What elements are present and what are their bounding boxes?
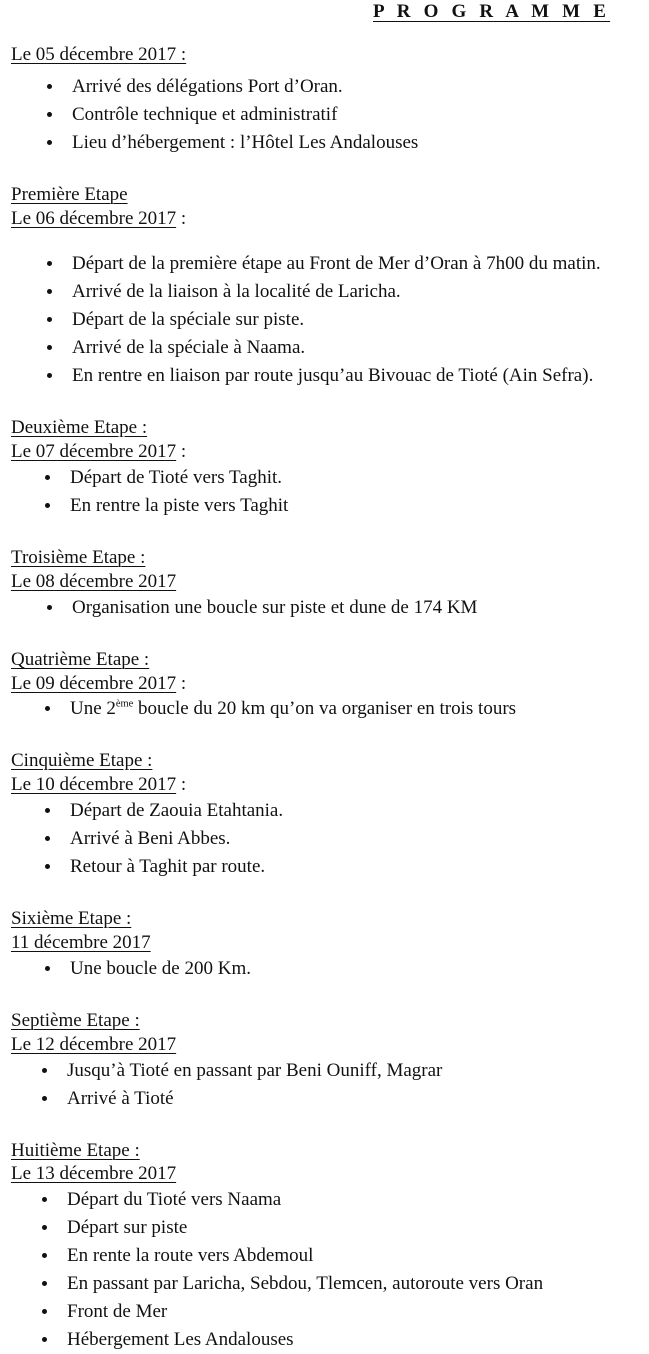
list-item — [11, 695, 649, 723]
bullet-list — [11, 594, 649, 622]
section-etape-1 — [0, 183, 649, 390]
list-item-text: Départ de la spéciale sur piste. — [72, 309, 305, 331]
section-date — [11, 570, 649, 594]
section-heading-text: Troisième Etape : — [11, 546, 146, 568]
list-item-text: Arrivé des délégations Port d’Oran. — [72, 75, 343, 97]
section-date-text: Le 09 décembre 2017 — [11, 672, 177, 694]
list-item — [11, 1242, 649, 1270]
section-date — [11, 207, 649, 231]
list-item-text: Une boucle de 200 Km. — [70, 957, 251, 979]
list-item-text: En rente la route vers Abdemoul — [67, 1245, 314, 1267]
list-item-text-suffix: boucle du 20 km qu’on va organiser en trois tours — [133, 698, 517, 720]
list-item — [11, 334, 649, 362]
list-item-text: Hébergement Les Andalouses — [67, 1329, 294, 1351]
list-item — [11, 129, 649, 157]
list-item — [11, 306, 649, 334]
bullet-list — [11, 464, 649, 520]
list-item-text: Arrivé à Beni Abbes. — [70, 828, 231, 850]
page-title-row — [0, 0, 649, 23]
bullet-icon — [45, 475, 50, 480]
bullet-icon — [47, 605, 52, 610]
list-item-text: Arrivé de la spéciale à Naama. — [72, 337, 306, 359]
section-heading-text: Quatrième Etape : — [11, 648, 150, 670]
list-item-text: Départ sur piste — [67, 1217, 188, 1239]
section-etape-8 — [0, 1139, 649, 1354]
bullet-list — [11, 250, 649, 390]
section-date-suffix: : — [176, 207, 187, 229]
section-date — [11, 672, 649, 696]
bullet-list — [11, 797, 649, 881]
list-item-text: Contrôle technique et administratif — [72, 103, 338, 125]
section-heading-text: Cinquième Etape : — [11, 750, 153, 772]
section-heading-text: Deuxième Etape : — [11, 417, 148, 439]
list-item — [11, 1085, 649, 1113]
page-title: P R O G R A M M E — [373, 1, 611, 22]
list-item — [11, 955, 649, 983]
bullet-icon — [47, 289, 52, 294]
bullet-icon — [42, 1337, 47, 1342]
list-item — [11, 1270, 649, 1298]
section-date-suffix: : — [176, 441, 187, 463]
bullet-icon — [47, 373, 52, 378]
bullet-icon — [45, 836, 50, 841]
list-item-text: Lieu d’hébergement : l’Hôtel Les Andalouses — [72, 131, 419, 153]
section-heading — [11, 43, 649, 67]
bullet-icon — [45, 864, 50, 869]
list-item-text: Départ du Tioté vers Naama — [67, 1189, 282, 1211]
section-heading-text: Huitième Etape : — [11, 1139, 140, 1161]
section-heading-text: Première Etape — [11, 183, 128, 205]
list-item-text: En rentre en liaison par route jusqu’au Bivouac de Tioté (Ain Sefra). — [72, 365, 594, 387]
section-etape-5 — [0, 749, 649, 881]
section-date-text: Le 07 décembre 2017 — [11, 441, 177, 463]
bullet-icon — [42, 1096, 47, 1101]
section-date-text: Le 10 décembre 2017 — [11, 774, 177, 796]
section-day-05 — [0, 43, 649, 157]
bullet-list — [11, 1057, 649, 1113]
bullet-icon — [42, 1225, 47, 1230]
bullet-icon — [45, 706, 50, 711]
section-date — [11, 931, 649, 955]
section-etape-3 — [0, 546, 649, 622]
list-item-text: En rentre la piste vers Taghit — [70, 494, 289, 516]
section-etape-2 — [0, 416, 649, 520]
list-item — [11, 825, 649, 853]
list-item-text: Arrivé à Tioté — [67, 1087, 174, 1109]
list-item — [11, 464, 649, 492]
section-heading-text: Sixième Etape : — [11, 908, 132, 930]
bullet-icon — [47, 317, 52, 322]
section-heading — [11, 546, 649, 570]
section-date — [11, 773, 649, 797]
section-date-text: Le 08 décembre 2017 — [11, 570, 177, 592]
list-item-text: Front de Mer — [67, 1301, 168, 1323]
bullet-icon — [47, 84, 52, 89]
list-item-text: Retour à Taghit par route. — [70, 856, 266, 878]
list-item-text: En passant par Laricha, Sebdou, Tlemcen, autoroute vers Oran — [67, 1273, 544, 1295]
section-heading-text: Septième Etape : — [11, 1009, 140, 1031]
bullet-icon — [47, 112, 52, 117]
section-date-text: Le 13 décembre 2017 — [11, 1163, 177, 1185]
list-item — [11, 1326, 649, 1354]
bullet-icon — [47, 345, 52, 350]
list-item — [11, 492, 649, 520]
bullet-list — [11, 73, 649, 157]
bullet-list — [11, 955, 649, 983]
list-item-text: Départ de la première étape au Front de Mer d’Oran à 7h00 du matin. — [72, 253, 601, 275]
section-date-text: 11 décembre 2017 — [11, 931, 151, 953]
section-date-suffix: : — [176, 672, 187, 694]
bullet-list — [11, 1186, 649, 1354]
list-item — [11, 101, 649, 129]
list-item-text: Jusqu’à Tioté en passant par Beni Ouniff, Magrar — [67, 1059, 443, 1081]
section-heading — [11, 648, 649, 672]
list-item-text-prefix: Une 2 — [70, 698, 116, 720]
bullet-icon — [45, 808, 50, 813]
bullet-icon — [47, 261, 52, 266]
bullet-icon — [42, 1309, 47, 1314]
section-etape-4 — [0, 648, 649, 724]
section-heading — [11, 416, 649, 440]
section-etape-7 — [0, 1009, 649, 1113]
section-heading — [11, 1139, 649, 1163]
section-heading — [11, 907, 649, 931]
list-item — [11, 1186, 649, 1214]
list-item — [11, 1298, 649, 1326]
list-item-text: Organisation une boucle sur piste et dune de 174 KM — [72, 596, 478, 618]
list-item — [11, 250, 649, 278]
section-date-text: Le 12 décembre 2017 — [11, 1033, 177, 1055]
list-item — [11, 362, 649, 390]
list-item — [11, 278, 649, 306]
section-heading — [11, 183, 649, 207]
list-item-text: Départ de Zaouia Etahtania. — [70, 800, 284, 822]
list-item — [11, 1214, 649, 1242]
list-item — [11, 797, 649, 825]
list-item-text: Départ de Tioté vers Taghit. — [70, 466, 283, 488]
bullet-icon — [42, 1197, 47, 1202]
section-date — [11, 1162, 649, 1186]
bullet-icon — [45, 966, 50, 971]
bullet-icon — [42, 1253, 47, 1258]
section-date — [11, 440, 649, 464]
section-heading-text: Le 05 décembre 2017 : — [11, 43, 187, 65]
ordinal-superscript: ème — [115, 699, 134, 711]
section-etape-6 — [0, 907, 649, 983]
list-item — [11, 73, 649, 101]
section-date — [11, 1033, 649, 1057]
list-item — [11, 594, 649, 622]
list-item — [11, 853, 649, 881]
section-heading — [11, 1009, 649, 1033]
section-date-suffix: : — [176, 774, 187, 796]
section-date-text: Le 06 décembre 2017 — [11, 207, 177, 229]
bullet-icon — [47, 140, 52, 145]
section-heading — [11, 749, 649, 773]
bullet-icon — [42, 1281, 47, 1286]
bullet-icon — [42, 1068, 47, 1073]
list-item-text: Arrivé de la liaison à la localité de Laricha. — [72, 281, 401, 303]
bullet-list — [11, 695, 649, 723]
bullet-icon — [45, 503, 50, 508]
list-item — [11, 1057, 649, 1085]
